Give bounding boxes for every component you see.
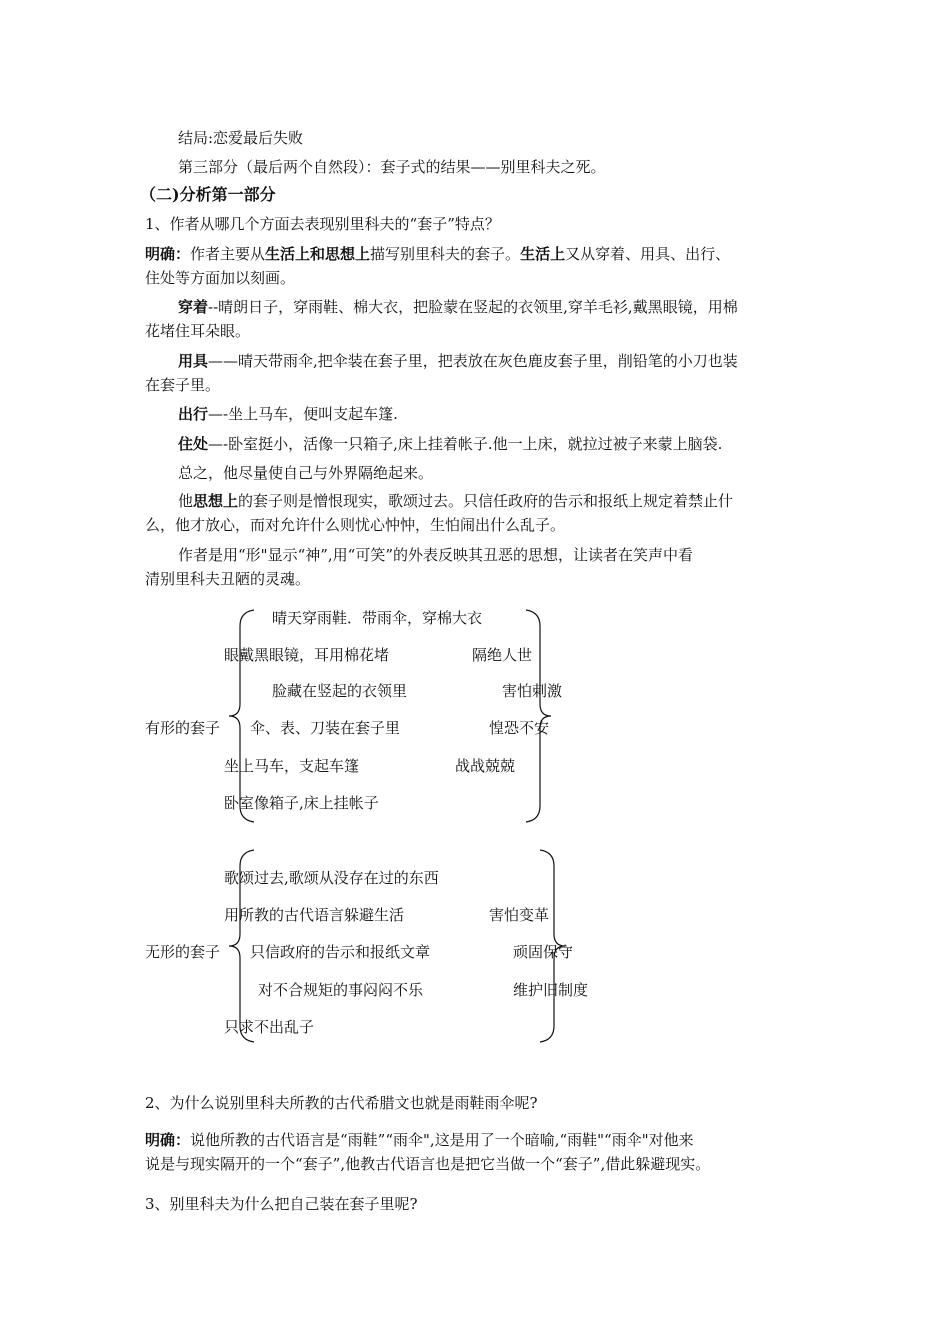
tools-line-2: 在套子里。 <box>145 376 221 394</box>
thought-text: 他 <box>178 492 194 510</box>
question-1: 1、作者从哪几个方面去表现别里科夫的“套子”特点？ <box>145 215 500 233</box>
visible-item: 卧室像箱子,床上挂帐子 <box>224 794 379 812</box>
wear-label: 穿着 <box>178 298 209 316</box>
right-brace-icon <box>520 608 554 824</box>
question-3: 3、别里科夫为什么把自己装在套子里呢? <box>145 1195 418 1213</box>
visible-item: 坐上马车，支起车篷 <box>224 757 360 775</box>
answer-text: 说他所教的古代语言是“雨鞋”“雨伞",这是用了一个暗喻,“雨鞋"“雨伞"对他来 <box>190 1131 694 1149</box>
answer-label: 明确： <box>145 1131 191 1149</box>
invisible-result: 维护旧制度 <box>513 981 589 999</box>
answer-text: 描写别里科夫的套子。 <box>370 245 521 263</box>
wear-line-1 <box>178 297 738 317</box>
travel-line <box>178 404 398 424</box>
tools-line-1 <box>178 351 738 371</box>
answer-1-line-2: 住处等方面加以刻画。 <box>145 269 296 287</box>
answer-1-line-1 <box>145 244 730 264</box>
answer-emphasis: 生活上和思想上 <box>265 245 371 263</box>
invisible-item: 歌颂过去,歌颂从没存在过的东西 <box>224 869 439 887</box>
travel-label: 出行 <box>178 405 209 423</box>
answer-text: 作者主要从 <box>190 245 266 263</box>
invisible-case-label: 无形的套子 <box>145 943 221 961</box>
invisible-item: 只求不出乱子 <box>224 1018 315 1036</box>
author-line-1: 作者是用“形"显示“神”,用“可笑”的外表反映其丑恶的思想，让读者在笑声中看 <box>178 546 694 564</box>
thought-line-1 <box>178 491 733 511</box>
travel-text: —-坐上马车，便叫支起车篷. <box>208 405 398 423</box>
visible-result: 惶恐不安 <box>489 719 550 737</box>
ending-line: 结局:恋爱最后失败 <box>178 129 304 147</box>
wear-text: --晴朗日子，穿雨鞋、棉大衣，把脸蒙在竖起的衣领里,穿羊毛衫,戴黑眼镜，用棉 <box>208 298 738 316</box>
answer-text: 又从穿着、用具、出行、 <box>565 245 731 263</box>
answer-label: 明确： <box>145 245 191 263</box>
wear-line-2: 花堵住耳朵眼。 <box>145 322 251 340</box>
invisible-item: 用所教的古代语言躲避生活 <box>224 906 405 924</box>
left-brace-icon <box>226 608 260 824</box>
question-2: 2、为什么说别里科夫所教的古代希腊文也就是雨鞋雨伞呢? <box>145 1094 538 1112</box>
author-line-2: 清别里科夫丑陋的灵魂。 <box>145 570 311 588</box>
visible-result: 战战兢兢 <box>455 757 516 775</box>
home-line <box>178 434 722 454</box>
invisible-result: 顽固保守 <box>513 943 574 961</box>
part3-line: 第三部分（最后两个自然段）：套子式的结果——别里科夫之死。 <box>178 158 606 176</box>
home-label: 住处 <box>178 435 209 453</box>
home-text: —-卧室挺小，活像一只箱子,床上挂着帐子.他一上床，就拉过被子来蒙上脑袋. <box>208 435 723 453</box>
visible-result: 害怕刺激 <box>502 682 563 700</box>
invisible-item: 只信政府的告示和报纸文章 <box>250 943 431 961</box>
section-heading: （二)分析第一部分 <box>140 185 276 204</box>
visible-item: 伞、表、刀装在套子里 <box>250 719 401 737</box>
visible-item: 晴天穿雨鞋．带雨伞，穿棉大衣 <box>272 609 483 627</box>
answer-2-line-2: 说是与现实隔开的一个“套子”,他教古代语言也是把它当做一个“套子”,借此躲避现实。 <box>145 1155 711 1173</box>
summary-line: 总之，他尽量使自己与外界隔绝起来。 <box>178 464 434 482</box>
visible-result: 隔绝人世 <box>472 646 533 664</box>
tools-text: ——晴天带雨伞,把伞装在套子里，把表放在灰色鹿皮套子里，削铅笔的小刀也装 <box>208 352 738 370</box>
thought-text: 的套子则是憎恨现实，歌颂过去。只信任政府的告示和报纸上规定着禁止什 <box>238 492 734 510</box>
invisible-result: 害怕变革 <box>489 906 550 924</box>
visible-case-label: 有形的套子 <box>145 719 221 737</box>
answer-2-line-1 <box>145 1130 694 1150</box>
invisible-item: 对不合规矩的事闷闷不乐 <box>258 981 424 999</box>
answer-emphasis: 生活上 <box>520 245 566 263</box>
thought-line-2: 么，他才放心，而对允许什么则忧心忡忡，生怕闹出什么乱子。 <box>145 516 566 534</box>
visible-item: 眼戴黑眼镜，耳用棉花堵 <box>224 646 390 664</box>
tools-label: 用具 <box>178 352 209 370</box>
thought-emphasis: 思想上 <box>193 492 239 510</box>
visible-item: 脸藏在竖起的衣领里 <box>272 682 408 700</box>
